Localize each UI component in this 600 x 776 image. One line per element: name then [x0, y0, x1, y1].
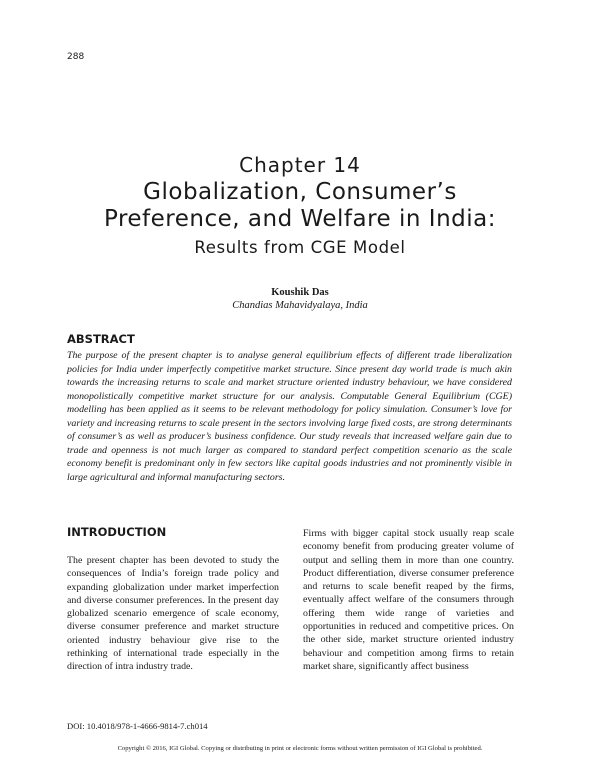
- chapter-title-line2: Preference, and Welfare in India:: [103, 206, 496, 232]
- author-name: Koushik Das: [271, 287, 329, 298]
- chapter-label: Chapter 14: [239, 153, 361, 177]
- introduction-column-left: The present chapter has been devoted to study the consequences of India’s foreign trade policy and expanding globalization under market imperfection and diverse consumer preferences. In the present day globalized scenario emergence of scale economy, diverse consumer preference and market structure oriented industry behaviour give rise to the rethinking of international trade especially in the direction of intra industry trade.: [67, 555, 279, 673]
- chapter-subtitle: Results from CGE Model: [194, 238, 406, 257]
- introduction-column-right: Firms with bigger capital stock usually reap scale economy benefit from producing greater volume of output and selling them in more than one country. Product differentiation, diverse consumer preference and returns to scale benefit reaped by the firms, eventually affect welfare of the consumers through offering them wide range of varieties and opportunities in reduced and competitive prices. On the other side, market structure oriented industry behaviour and competition among firms to retain market share, significantly affect business: [303, 528, 514, 672]
- introduction-heading: INTRODUCTION: [67, 525, 167, 539]
- doi-line: DOI: 10.4018/978-1-4666-9814-7.ch014: [67, 721, 208, 731]
- chapter-title-line1: Globalization, Consumer’s: [143, 179, 457, 205]
- copyright-notice: Copyright © 2016, IGI Global. Copying or distributing in print or electronic forms without written permission of IGI Global is prohibited.: [117, 745, 483, 752]
- page-number: 288: [67, 52, 85, 62]
- abstract-heading: ABSTRACT: [67, 332, 135, 346]
- author-affiliation: Chandias Mahavidyalaya, India: [232, 300, 368, 311]
- abstract-body: The purpose of the present chapter is to analyse general equilibrium effects of different trade liberalization policies for India under imperfectly competitive market structure. Since present day world trade is much akin towards the increasing returns to scale and market structure oriented industry behaviour, we have considered monopolistically competitive market structure for our analysis. Computable General Equilibrium (CGE) modelling has been applied as it seems to be relevant methodology for policy simulation. Consumer’s love for variety and increasing returns to scale present in the sectors involving large fixed costs, are strong determinants of consumer’s as well as producer’s business confidence. Our study reveals that increased welfare gain due to trade and openness is not much larger as compared to standard perfect competition scenario as the scale economy benefit is predominant only in few sectors like capital goods industries and not prominently visible in large agricultural and informal manufacturing sectors.: [67, 350, 512, 483]
